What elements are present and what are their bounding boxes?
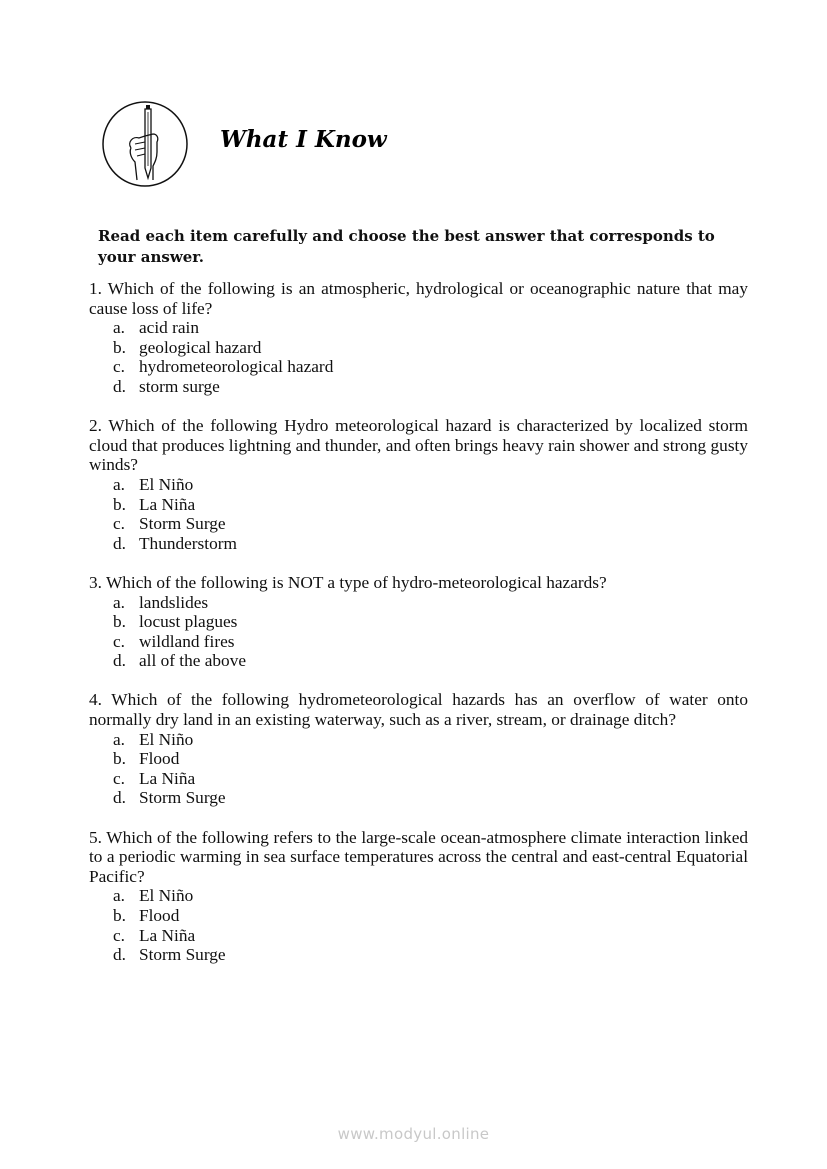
option-text: Storm Surge	[139, 945, 226, 965]
option-a[interactable]	[113, 886, 748, 906]
option-text: hydrometeorological hazard	[139, 357, 334, 377]
question-list	[89, 279, 748, 984]
option-text: locust plagues	[139, 612, 238, 632]
option-letter: d.	[113, 376, 126, 396]
option-c[interactable]	[113, 632, 748, 652]
option-letter: a.	[113, 318, 125, 338]
option-text: Storm Surge	[139, 788, 226, 808]
option-text: El Niño	[139, 729, 194, 749]
option-b[interactable]	[113, 612, 748, 632]
option-letter: c.	[113, 357, 125, 377]
option-text: Thunderstorm	[139, 533, 237, 553]
question-1	[89, 279, 748, 397]
option-d[interactable]	[113, 945, 748, 965]
option-d[interactable]	[113, 534, 748, 554]
watermark: www.modyul.online	[337, 1125, 490, 1143]
option-letter: d.	[113, 945, 126, 965]
option-text: Flood	[139, 749, 180, 769]
option-text: landslides	[139, 592, 209, 612]
option-letter: b.	[113, 749, 126, 769]
question-5	[89, 828, 748, 965]
option-b[interactable]	[113, 749, 748, 769]
option-text: La Niña	[139, 925, 196, 945]
option-letter: d.	[113, 533, 126, 553]
option-c[interactable]	[113, 514, 748, 534]
option-letter: c.	[113, 768, 125, 788]
section-title: What I Know	[220, 126, 387, 153]
option-letter: a.	[113, 474, 125, 494]
option-letter: c.	[113, 925, 125, 945]
option-text: La Niña	[139, 494, 196, 514]
option-text: acid rain	[139, 318, 199, 338]
option-text: Flood	[139, 906, 180, 925]
option-letter: a.	[113, 729, 125, 749]
option-a[interactable]	[113, 318, 748, 338]
option-text: El Niño	[139, 886, 194, 906]
option-a[interactable]	[113, 730, 748, 750]
option-letter: d.	[113, 788, 126, 808]
option-a[interactable]	[113, 593, 748, 613]
option-letter: c.	[113, 514, 125, 534]
hand-holding-pencil-icon	[101, 100, 189, 188]
option-d[interactable]	[113, 788, 748, 808]
option-d[interactable]	[113, 377, 748, 397]
question-text: 4. Which of the following hydrometeorological hazards has an overflow of water onto normally dry land in an existing waterway, such as a river, stream, or drainage ditch?	[89, 690, 748, 730]
option-text: storm surge	[139, 376, 220, 396]
question-3	[89, 573, 748, 671]
question-2	[89, 416, 748, 553]
option-letter: b.	[113, 906, 126, 925]
option-text: La Niña	[139, 768, 196, 788]
option-b[interactable]	[113, 906, 748, 926]
option-letter: a.	[113, 886, 125, 906]
option-a[interactable]	[113, 475, 748, 495]
option-text: wildland fires	[139, 631, 235, 651]
option-text: geological hazard	[139, 337, 262, 357]
question-text: 1. Which of the following is an atmospheric, hydrological or oceanographic nature that may cause loss of life?	[89, 279, 748, 318]
question-text: 3. Which of the following is NOT a type of hydro-meteorological hazards?	[89, 572, 607, 592]
question-4	[89, 690, 748, 808]
option-text: all of the above	[139, 651, 247, 671]
option-letter: c.	[113, 631, 125, 651]
option-letter: b.	[113, 612, 126, 632]
option-letter: b.	[113, 494, 126, 514]
option-letter: d.	[113, 651, 126, 671]
option-text: El Niño	[139, 474, 194, 494]
option-b[interactable]	[113, 495, 748, 515]
option-c[interactable]	[113, 357, 748, 377]
question-text: 2. Which of the following Hydro meteorological hazard is characterized by localized storm cloud that produces lightning and thunder, and often brings heavy rain shower and strong gusty winds?	[89, 416, 748, 475]
option-letter: b.	[113, 337, 126, 357]
option-c[interactable]	[113, 926, 748, 946]
option-d[interactable]	[113, 651, 748, 671]
option-letter: a.	[113, 592, 125, 612]
option-b[interactable]	[113, 338, 748, 358]
question-text: 5. Which of the following refers to the large-scale ocean-atmosphere climate interaction linked to a periodic warming in sea surface temperatures across the central and east-central Equatorial Pacific?	[89, 827, 748, 886]
option-text: Storm Surge	[139, 514, 226, 534]
instructions: Read each item carefully and choose the best answer that corresponds to your answer.	[98, 227, 715, 266]
option-c[interactable]	[113, 769, 748, 789]
